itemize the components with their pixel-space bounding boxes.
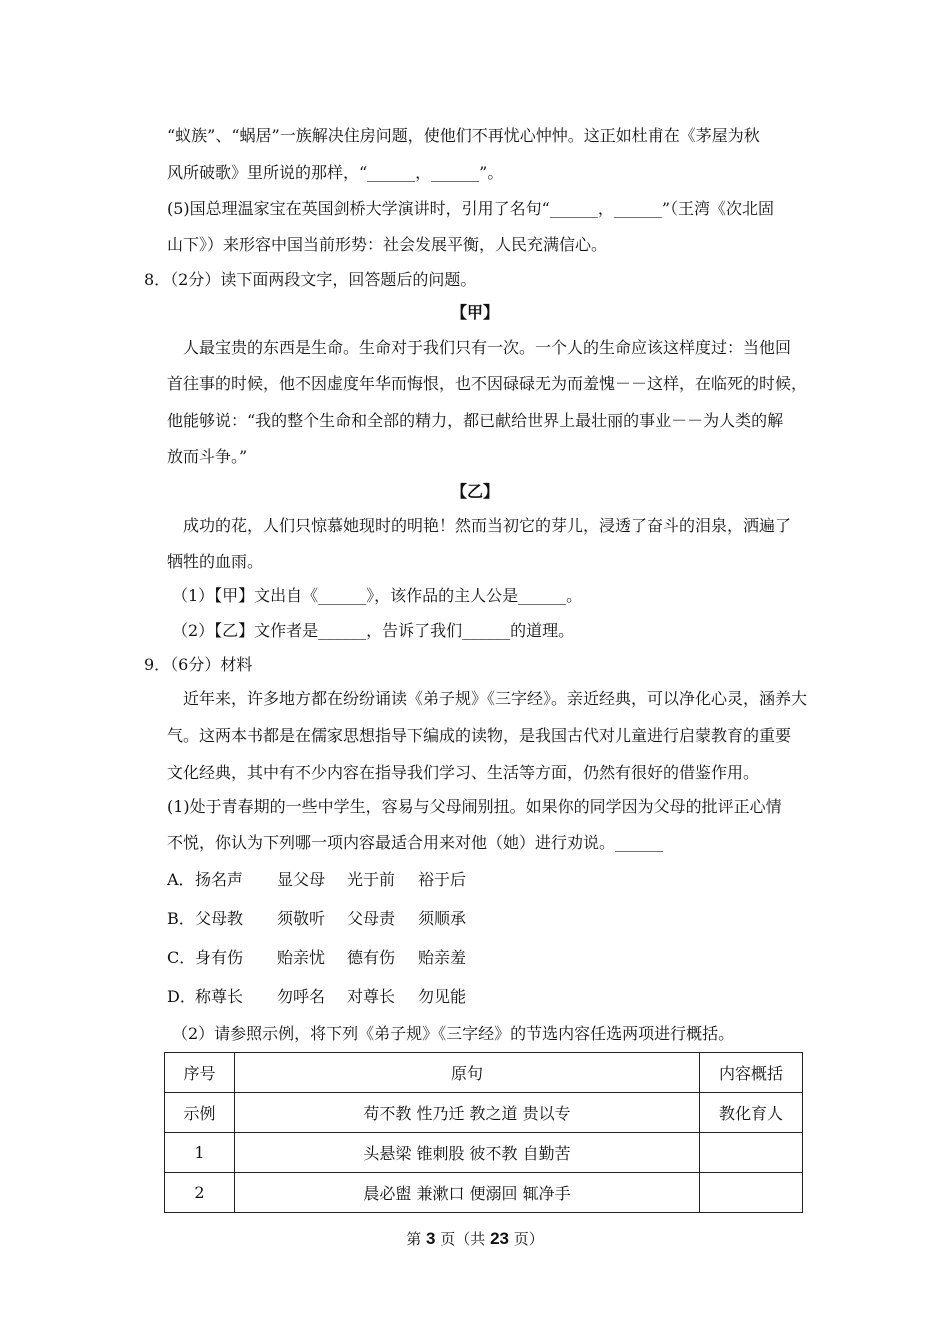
question-9-2: （2）请参照示例，将下列《弟子规》《三字经》的节选内容任选两项进行概括。 [172,1024,735,1043]
passage-yi-line: 成功的花，人们只惊慕她现时的明艳！然而当初它的芽儿，浸透了奋斗的泪泉，洒遍了 [183,516,792,535]
table-cell: 2 [165,1173,235,1213]
question-8-2: （2）【乙】文作者是______，告诉了我们______的道理。 [172,621,575,640]
page-number: 3 [426,1229,436,1248]
question-8-1: （1）【甲】文出自《______》，该作品的主人公是______。 [172,586,583,605]
table-header-row [165,1053,803,1093]
table-header-cell: 序号 [165,1053,235,1093]
table-cell: 示例 [165,1093,235,1133]
text-line: 山下》）来形容中国当前形势：社会发展平衡，人民充满信心。 [167,235,608,254]
question-9-title: 9．（6分）材料 [144,655,253,674]
total-pages: 23 [490,1229,509,1248]
passage-jia-line: 首往事的时候，他不因虚度年华而悔恨，也不因碌碌无为而羞愧－－这样，在临死的时候， [167,374,808,393]
text-line: (5)国总理温家宝在英国剑桥大学演讲时，引用了名句“______，______”（王湾《次北固 [167,199,775,218]
excerpt-table [164,1052,803,1213]
material-line: 气。这两本书都是在儒家思想指导下编成的读物，是我国古代对儿童进行启蒙教育的重要 [167,726,792,745]
table-row [165,1093,803,1133]
table-cell: 头悬梁 锥刺股 彼不教 自勤苦 [235,1133,700,1173]
answer-cell[interactable] [700,1173,803,1213]
footer-mid: 页（共 [440,1230,486,1248]
table-header-cell: 内容概括 [700,1053,803,1093]
table-cell: 教化育人 [700,1093,803,1133]
material-line: 文化经典，其中有不少内容在指导我们学习、生活等方面，仍然有很好的借鉴作用。 [167,763,760,782]
question-9-1: (1)处于青春期的一些中学生，容易与父母闹别扭。如果你的同学因为父母的批评正心情 [167,797,782,816]
answer-cell[interactable] [700,1133,803,1173]
table-row [165,1133,803,1173]
footer-prefix: 第 [406,1230,422,1248]
footer-suffix: 页） [513,1230,544,1248]
passage-jia-line: 人最宝贵的东西是生命。生命对于我们只有一次。一个人的生命应该这样度过：当他回 [183,338,792,357]
table-header-cell: 原句 [235,1053,700,1093]
passage-yi-line: 牺牲的血雨。 [167,552,264,571]
material-line: 近年来，许多地方都在纷纷诵读《弟子规》《三字经》。亲近经典，可以净化心灵，涵养大 [183,689,808,708]
page-footer [0,1229,950,1249]
question-8-title: 8．（2分）读下面两段文字，回答题后的问题。 [144,270,477,289]
table-cell: 苟不教 性乃迁 教之道 贵以专 [235,1093,700,1133]
table-cell: 1 [165,1133,235,1173]
passage-jia-heading: 【甲】 [450,303,499,322]
passage-jia-line: 放而斗争。” [167,447,248,466]
table-cell: 晨必盥 兼漱口 便溺回 辄净手 [235,1173,700,1213]
question-9-1: 不悦，你认为下列哪一项内容最适合用来对他（她）进行劝说。______ [167,833,664,852]
table-row [165,1173,803,1213]
passage-yi-heading: 【乙】 [450,482,499,501]
text-line: “蚁族”、“蜗居”一族解决住房问题，使他们不再忧心忡忡。这正如杜甫在《茅屋为秋 [167,126,760,145]
passage-jia-line: 他能够说：“我的整个生命和全部的精力，都已献给世界上最壮丽的事业－－为人类的解 [167,411,784,430]
text-line: 风所破歌》里所说的那样，“______，______”。 [167,163,504,182]
